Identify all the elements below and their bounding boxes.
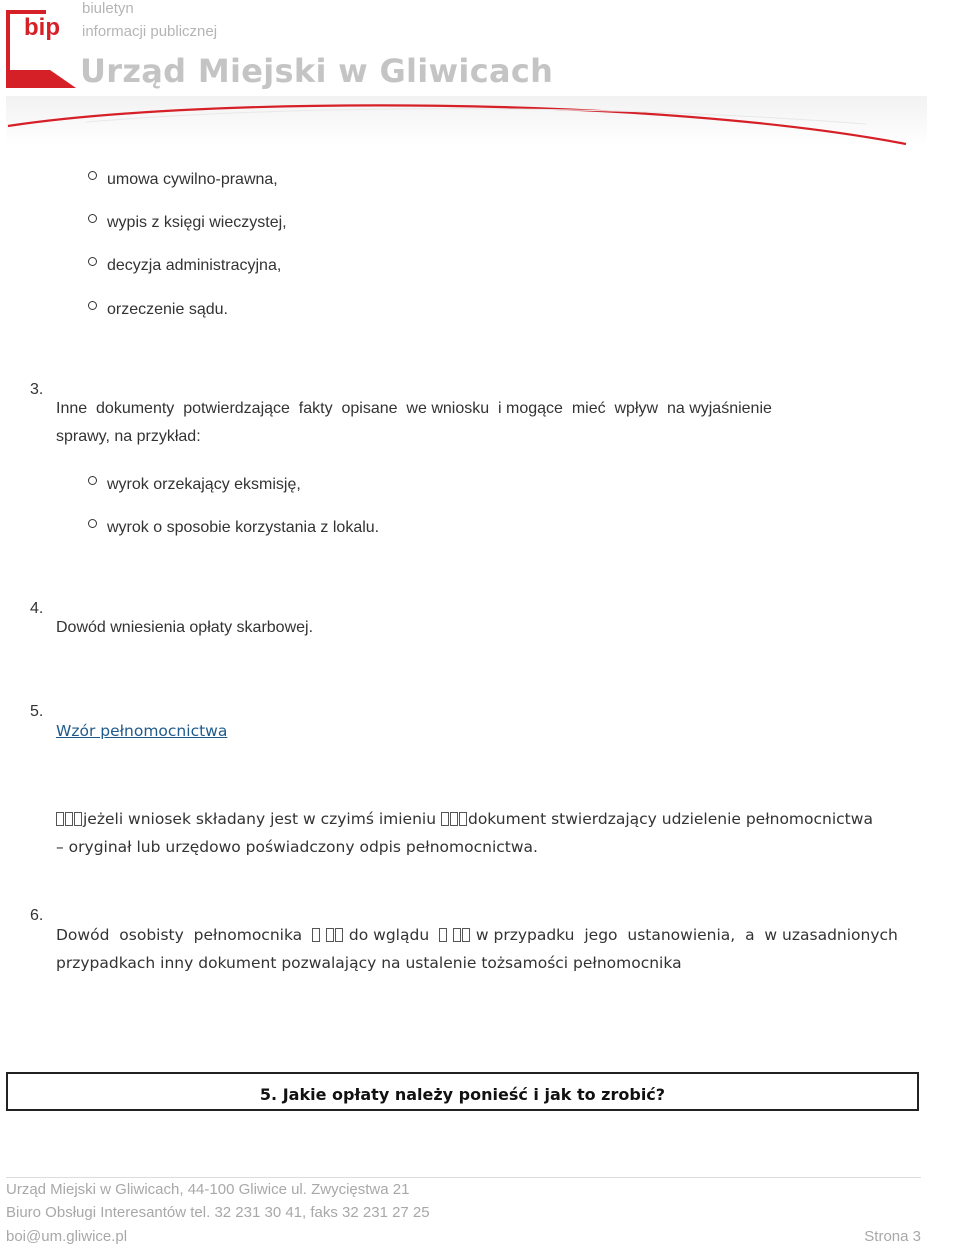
- item-text: Dowód wniesienia opłaty skarbowej.: [56, 619, 314, 636]
- circle-bullet-icon: [88, 171, 97, 180]
- item-text: Dowód osobisty pełnomocnika do wglądu w przypadku jego ustanowienia, a w uzasadnionych: [56, 926, 898, 944]
- power-of-attorney-link[interactable]: Wzór pełnomocnictwa: [56, 722, 228, 740]
- missing-glyph-icon: [335, 928, 343, 942]
- item-number: 6.: [30, 907, 44, 924]
- footer-address: Urząd Miejski w Gliwicach, 44-100 Gliwice ul. Zwycięstwa 21: [6, 1181, 410, 1198]
- missing-glyph-icon: [453, 928, 461, 942]
- circle-bullet-icon: [88, 301, 97, 310]
- missing-glyph-icon: [74, 812, 82, 826]
- missing-glyph-icon: [65, 812, 73, 826]
- footer-divider: [6, 1177, 921, 1178]
- organization-title: Urząd Miejski w Gliwicach: [80, 52, 554, 90]
- footer-email: boi@um.gliwice.pl: [6, 1228, 128, 1245]
- missing-glyph-icon: [326, 928, 334, 942]
- item-number: 5.: [30, 703, 44, 720]
- svg-text:bip: bip: [24, 14, 60, 41]
- circle-bullet-icon: [88, 257, 97, 266]
- attorney-note: jeżeli wniosek składany jest w czyimś imieniu dokument stwierdzający udzielenie pełnomocnictwa: [56, 805, 873, 833]
- attorney-note-continued: – oryginał lub urzędowo poświadczony odpis pełnomocnictwa.: [56, 838, 538, 856]
- circle-bullet-icon: [88, 214, 97, 223]
- item-text-continued: przypadkach inny dokument pozwalający na ustalenie tożsamości pełnomocnika: [56, 954, 682, 972]
- missing-glyph-icon: [441, 812, 449, 826]
- footer-office: Biuro Obsługi Interesantów tel. 32 231 30 41, faks 32 231 27 25: [6, 1204, 430, 1221]
- missing-glyph-icon: [56, 812, 64, 826]
- section-heading: 5. Jakie opłaty należy ponieść i jak to zrobić?: [259, 1085, 666, 1104]
- item-link-wrapper: [56, 717, 227, 745]
- missing-glyph-icon: [439, 928, 447, 942]
- missing-glyph-icon: [459, 812, 467, 826]
- tagline-line1: biuletyn: [82, 0, 134, 17]
- tagline-line2: informacji publicznej: [82, 23, 218, 40]
- circle-bullet-icon: [88, 476, 97, 485]
- page-number: Strona 3: [864, 1228, 921, 1245]
- missing-glyph-icon: [312, 928, 320, 942]
- item-number: 4.: [30, 600, 44, 617]
- missing-glyph-icon: [450, 812, 458, 826]
- circle-bullet-icon: [88, 519, 97, 528]
- missing-glyph-icon: [462, 928, 470, 942]
- section-heading-box: [6, 1072, 919, 1111]
- item-number: 3.: [30, 381, 44, 398]
- header-swoosh: [6, 96, 927, 146]
- item-text-continued: sprawy, na przykład:: [56, 428, 201, 445]
- bip-logo: [6, 4, 78, 88]
- item-text: Inne dokumenty potwierdzające fakty opisane we wniosku i mogące mieć wpływ na wyjaśnienie: [56, 400, 772, 417]
